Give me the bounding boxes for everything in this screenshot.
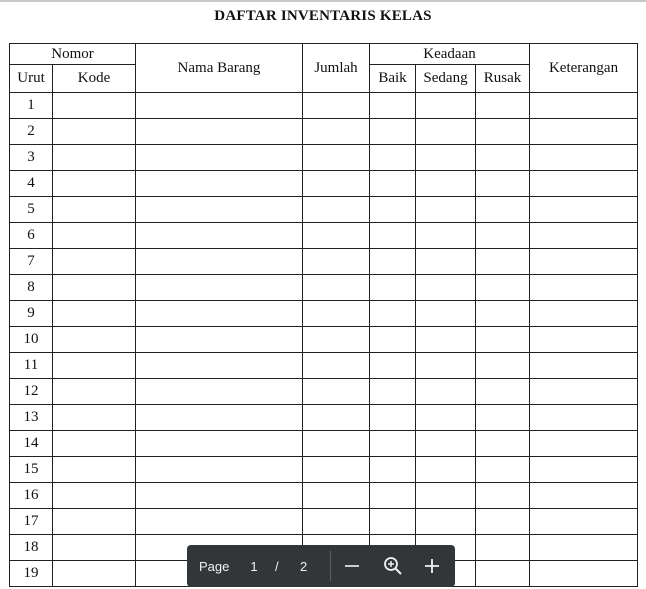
empty-cell [53, 353, 136, 379]
empty-cell [476, 301, 530, 327]
inventory-table [9, 43, 638, 587]
empty-cell [476, 249, 530, 275]
empty-cell [136, 353, 303, 379]
empty-cell [53, 379, 136, 405]
header-jumlah: Jumlah [303, 44, 370, 93]
empty-cell [53, 197, 136, 223]
empty-cell [136, 405, 303, 431]
row-number: 15 [10, 457, 53, 483]
row-number: 7 [10, 249, 53, 275]
empty-cell [416, 405, 476, 431]
empty-cell [303, 327, 370, 353]
empty-cell [136, 483, 303, 509]
document-title: DAFTAR INVENTARIS KELAS [214, 8, 432, 24]
header-keadaan: Keadaan [370, 44, 530, 65]
zoom-icon [383, 556, 403, 576]
empty-cell [476, 483, 530, 509]
empty-cell [370, 171, 416, 197]
header-nama-barang: Nama Barang [136, 44, 303, 93]
table-row [10, 509, 638, 535]
page-separator: / [275, 558, 279, 574]
empty-cell [416, 509, 476, 535]
page-label: Page [199, 558, 230, 574]
table-row [10, 275, 638, 301]
empty-cell [303, 405, 370, 431]
empty-cell [416, 353, 476, 379]
table-row [10, 93, 638, 119]
empty-cell [530, 145, 638, 171]
row-number: 8 [10, 275, 53, 301]
empty-cell [370, 509, 416, 535]
row-number: 17 [10, 509, 53, 535]
empty-cell [416, 145, 476, 171]
empty-cell [530, 223, 638, 249]
zoom-in-button[interactable] [424, 545, 440, 587]
empty-cell [370, 275, 416, 301]
empty-cell [370, 353, 416, 379]
empty-cell [530, 431, 638, 457]
empty-cell [530, 249, 638, 275]
empty-cell [136, 171, 303, 197]
header-baik: Baik [370, 65, 416, 93]
minus-icon [344, 558, 360, 574]
row-number: 4 [10, 171, 53, 197]
table-body [10, 93, 638, 587]
empty-cell [370, 405, 416, 431]
empty-cell [476, 535, 530, 561]
zoom-out-button[interactable] [344, 545, 360, 587]
empty-cell [53, 171, 136, 197]
empty-cell [416, 171, 476, 197]
empty-cell [303, 223, 370, 249]
empty-cell [476, 223, 530, 249]
empty-cell [136, 223, 303, 249]
empty-cell [370, 431, 416, 457]
header-keterangan: Keterangan [530, 44, 638, 93]
empty-cell [476, 119, 530, 145]
empty-cell [416, 249, 476, 275]
empty-cell [303, 353, 370, 379]
empty-cell [476, 353, 530, 379]
empty-cell [370, 197, 416, 223]
empty-cell [530, 379, 638, 405]
table-row [10, 119, 638, 145]
table-row [10, 249, 638, 275]
header-nomor: Nomor [10, 44, 136, 65]
empty-cell [136, 197, 303, 223]
empty-cell [530, 561, 638, 587]
empty-cell [303, 431, 370, 457]
table-row [10, 145, 638, 171]
empty-cell [370, 249, 416, 275]
empty-cell [303, 119, 370, 145]
plus-icon [424, 558, 440, 574]
table-row [10, 223, 638, 249]
empty-cell [303, 197, 370, 223]
header-kode: Kode [53, 65, 136, 93]
empty-cell [530, 171, 638, 197]
table-row [10, 457, 638, 483]
row-number: 12 [10, 379, 53, 405]
empty-cell [370, 457, 416, 483]
table-row [10, 379, 638, 405]
empty-cell [476, 561, 530, 587]
empty-cell [530, 457, 638, 483]
empty-cell [476, 171, 530, 197]
empty-cell [303, 379, 370, 405]
empty-cell [303, 301, 370, 327]
row-number: 5 [10, 197, 53, 223]
empty-cell [530, 483, 638, 509]
empty-cell [476, 509, 530, 535]
empty-cell [530, 509, 638, 535]
empty-cell [136, 327, 303, 353]
empty-cell [370, 301, 416, 327]
zoom-fit-button[interactable] [383, 545, 403, 587]
empty-cell [53, 93, 136, 119]
empty-cell [136, 249, 303, 275]
empty-cell [370, 119, 416, 145]
empty-cell [303, 457, 370, 483]
empty-cell [136, 379, 303, 405]
row-number: 19 [10, 561, 53, 587]
empty-cell [370, 223, 416, 249]
row-number: 14 [10, 431, 53, 457]
table-row [10, 327, 638, 353]
empty-cell [303, 249, 370, 275]
table-row [10, 171, 638, 197]
row-number: 6 [10, 223, 53, 249]
empty-cell [370, 93, 416, 119]
empty-cell [53, 145, 136, 171]
empty-cell [530, 93, 638, 119]
row-number: 10 [10, 327, 53, 353]
empty-cell [53, 327, 136, 353]
empty-cell [476, 405, 530, 431]
empty-cell [476, 275, 530, 301]
empty-cell [53, 431, 136, 457]
empty-cell [303, 145, 370, 171]
empty-cell [370, 379, 416, 405]
row-number: 13 [10, 405, 53, 431]
empty-cell [136, 93, 303, 119]
table-row [10, 431, 638, 457]
empty-cell [370, 327, 416, 353]
empty-cell [476, 379, 530, 405]
empty-cell [53, 509, 136, 535]
empty-cell [476, 327, 530, 353]
empty-cell [530, 301, 638, 327]
row-number: 1 [10, 93, 53, 119]
empty-cell [53, 457, 136, 483]
empty-cell [476, 93, 530, 119]
empty-cell [136, 275, 303, 301]
empty-cell [53, 483, 136, 509]
empty-cell [416, 327, 476, 353]
empty-cell [416, 93, 476, 119]
empty-cell [416, 457, 476, 483]
header-sedang: Sedang [416, 65, 476, 93]
empty-cell [530, 197, 638, 223]
empty-cell [416, 275, 476, 301]
empty-cell [530, 327, 638, 353]
empty-cell [416, 119, 476, 145]
empty-cell [416, 197, 476, 223]
empty-cell [416, 431, 476, 457]
empty-cell [370, 145, 416, 171]
table-row [10, 483, 638, 509]
empty-cell [303, 483, 370, 509]
empty-cell [53, 119, 136, 145]
empty-cell [476, 197, 530, 223]
empty-cell [136, 431, 303, 457]
empty-cell [476, 431, 530, 457]
row-number: 16 [10, 483, 53, 509]
page-top-edge [0, 0, 646, 2]
empty-cell [303, 171, 370, 197]
empty-cell [53, 301, 136, 327]
header-rusak: Rusak [476, 65, 530, 93]
empty-cell [136, 457, 303, 483]
empty-cell [53, 561, 136, 587]
empty-cell [53, 405, 136, 431]
table-row [10, 405, 638, 431]
empty-cell [53, 535, 136, 561]
table-row [10, 301, 638, 327]
row-number: 11 [10, 353, 53, 379]
empty-cell [530, 405, 638, 431]
empty-cell [53, 223, 136, 249]
empty-cell [530, 275, 638, 301]
header-urut: Urut [10, 65, 53, 93]
table-row [10, 197, 638, 223]
toolbar-divider [330, 551, 331, 581]
empty-cell [303, 275, 370, 301]
empty-cell [370, 483, 416, 509]
row-number: 18 [10, 535, 53, 561]
empty-cell [303, 93, 370, 119]
row-number: 2 [10, 119, 53, 145]
empty-cell [416, 379, 476, 405]
empty-cell [416, 483, 476, 509]
row-number: 3 [10, 145, 53, 171]
empty-cell [476, 457, 530, 483]
empty-cell [136, 509, 303, 535]
empty-cell [416, 301, 476, 327]
total-pages: 2 [300, 558, 308, 574]
empty-cell [416, 223, 476, 249]
empty-cell [136, 145, 303, 171]
empty-cell [136, 119, 303, 145]
empty-cell [53, 275, 136, 301]
current-page-input[interactable]: 1 [250, 558, 258, 574]
empty-cell [476, 145, 530, 171]
empty-cell [530, 353, 638, 379]
empty-cell [530, 119, 638, 145]
pdf-viewer-toolbar [187, 545, 455, 587]
row-number: 9 [10, 301, 53, 327]
empty-cell [136, 301, 303, 327]
table-row [10, 353, 638, 379]
empty-cell [303, 509, 370, 535]
empty-cell [530, 535, 638, 561]
empty-cell [53, 249, 136, 275]
